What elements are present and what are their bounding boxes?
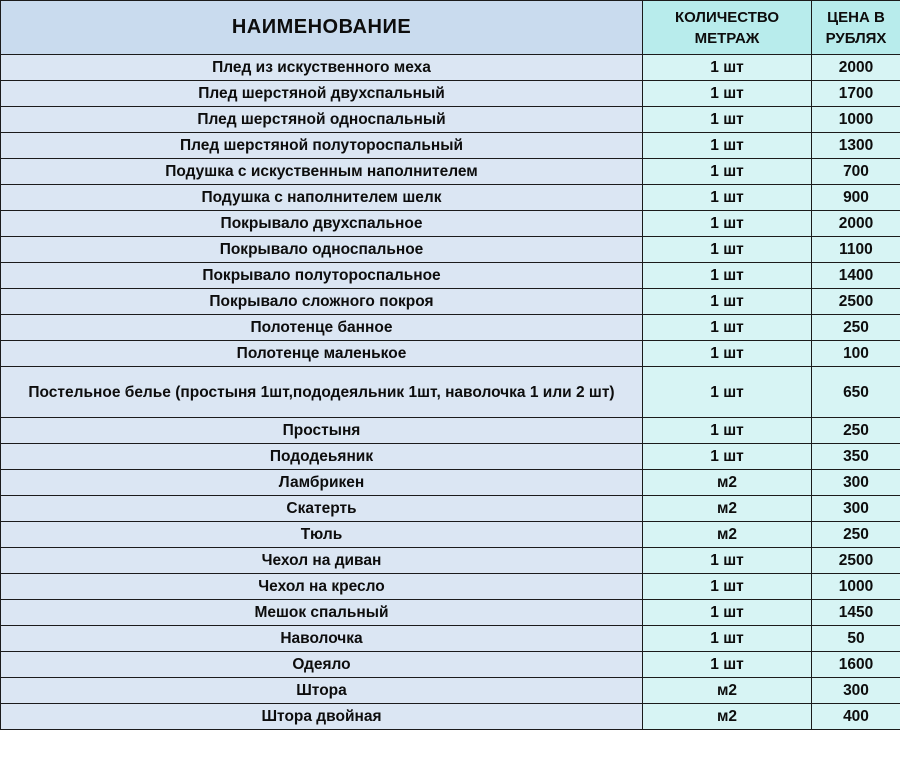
item-name: Наволочка: [1, 626, 643, 652]
item-price: 1000: [812, 574, 900, 600]
item-name: Подушка с наполнителем шелк: [1, 185, 643, 211]
table-row: [1, 237, 900, 263]
table-row: [1, 107, 900, 133]
table-row: [1, 81, 900, 107]
item-price: 1400: [812, 263, 900, 289]
item-quantity: 1 шт: [643, 548, 812, 574]
item-price: 400: [812, 704, 900, 730]
table-row: [1, 315, 900, 341]
table-row: [1, 289, 900, 315]
table-row: [1, 496, 900, 522]
item-name: Чехол на кресло: [1, 574, 643, 600]
item-price: 900: [812, 185, 900, 211]
table-row: [1, 704, 900, 730]
item-quantity: м2: [643, 496, 812, 522]
table-row: [1, 600, 900, 626]
header-name: НАИМЕНОВАНИЕ: [1, 1, 643, 55]
item-quantity: 1 шт: [643, 211, 812, 237]
table-row: [1, 470, 900, 496]
item-price: 250: [812, 418, 900, 444]
table-row: [1, 548, 900, 574]
item-price: 1600: [812, 652, 900, 678]
item-quantity: м2: [643, 678, 812, 704]
item-name: Одеяло: [1, 652, 643, 678]
item-quantity: м2: [643, 522, 812, 548]
item-quantity: 1 шт: [643, 289, 812, 315]
item-quantity: 1 шт: [643, 237, 812, 263]
item-quantity: 1 шт: [643, 133, 812, 159]
item-name: Мешок спальный: [1, 600, 643, 626]
table-row: [1, 444, 900, 470]
table-row: [1, 418, 900, 444]
item-name: Плед шерстяной полутороспальный: [1, 133, 643, 159]
item-quantity: м2: [643, 470, 812, 496]
item-quantity: 1 шт: [643, 81, 812, 107]
item-name: Подушка с искуственным наполнителем: [1, 159, 643, 185]
item-name: Полотенце банное: [1, 315, 643, 341]
item-price: 1700: [812, 81, 900, 107]
table-header: [1, 1, 900, 55]
item-name: Покрывало односпальное: [1, 237, 643, 263]
item-price: 1100: [812, 237, 900, 263]
item-name: Пододеьяник: [1, 444, 643, 470]
item-price: 300: [812, 678, 900, 704]
table-row: [1, 574, 900, 600]
item-quantity: 1 шт: [643, 263, 812, 289]
item-price: 350: [812, 444, 900, 470]
item-price: 2500: [812, 548, 900, 574]
item-name: Тюль: [1, 522, 643, 548]
item-price: 50: [812, 626, 900, 652]
item-quantity: 1 шт: [643, 574, 812, 600]
item-quantity: 1 шт: [643, 315, 812, 341]
item-quantity: 1 шт: [643, 159, 812, 185]
table-row: [1, 652, 900, 678]
item-price: 100: [812, 341, 900, 367]
item-quantity: 1 шт: [643, 107, 812, 133]
item-quantity: 1 шт: [643, 185, 812, 211]
item-quantity: 1 шт: [643, 418, 812, 444]
item-price: 250: [812, 522, 900, 548]
item-quantity: 1 шт: [643, 367, 812, 418]
item-quantity: 1 шт: [643, 626, 812, 652]
table-row: [1, 211, 900, 237]
item-price: 700: [812, 159, 900, 185]
item-name: Плед из искуственного меха: [1, 55, 643, 81]
item-name: Ламбрикен: [1, 470, 643, 496]
table-body: [1, 55, 900, 730]
item-price: 1000: [812, 107, 900, 133]
item-name: Простыня: [1, 418, 643, 444]
item-quantity: 1 шт: [643, 444, 812, 470]
header-price: ЦЕНА В РУБЛЯХ: [812, 1, 900, 55]
table-row: [1, 367, 900, 418]
item-price: 2000: [812, 211, 900, 237]
item-quantity: м2: [643, 704, 812, 730]
item-name: Штора: [1, 678, 643, 704]
item-price: 2500: [812, 289, 900, 315]
item-name: Чехол на диван: [1, 548, 643, 574]
table-row: [1, 263, 900, 289]
item-price: 1450: [812, 600, 900, 626]
table-row: [1, 626, 900, 652]
table-row: [1, 341, 900, 367]
item-name: Покрывало двухспальное: [1, 211, 643, 237]
header-quantity: КОЛИЧЕСТВО МЕТРАЖ: [643, 1, 812, 55]
item-name: Полотенце маленькое: [1, 341, 643, 367]
item-name: Покрывало сложного покроя: [1, 289, 643, 315]
item-name: Скатерть: [1, 496, 643, 522]
item-quantity: 1 шт: [643, 652, 812, 678]
item-price: 250: [812, 315, 900, 341]
table-row: [1, 185, 900, 211]
item-quantity: 1 шт: [643, 55, 812, 81]
item-price: 2000: [812, 55, 900, 81]
item-quantity: 1 шт: [643, 600, 812, 626]
item-name: Плед шерстяной двухспальный: [1, 81, 643, 107]
item-quantity: 1 шт: [643, 341, 812, 367]
item-price: 300: [812, 496, 900, 522]
item-name: Постельное белье (простыня 1шт,пододеяльник 1шт, наволочка 1 или 2 шт): [1, 367, 643, 418]
item-price: 300: [812, 470, 900, 496]
table-row: [1, 133, 900, 159]
table-row: [1, 159, 900, 185]
item-price: 1300: [812, 133, 900, 159]
item-name: Штора двойная: [1, 704, 643, 730]
table-row: [1, 522, 900, 548]
item-name: Плед шерстяной односпальный: [1, 107, 643, 133]
header-row: [1, 1, 900, 55]
item-name: Покрывало полутороспальное: [1, 263, 643, 289]
table-row: [1, 55, 900, 81]
item-price: 650: [812, 367, 900, 418]
table-row: [1, 678, 900, 704]
